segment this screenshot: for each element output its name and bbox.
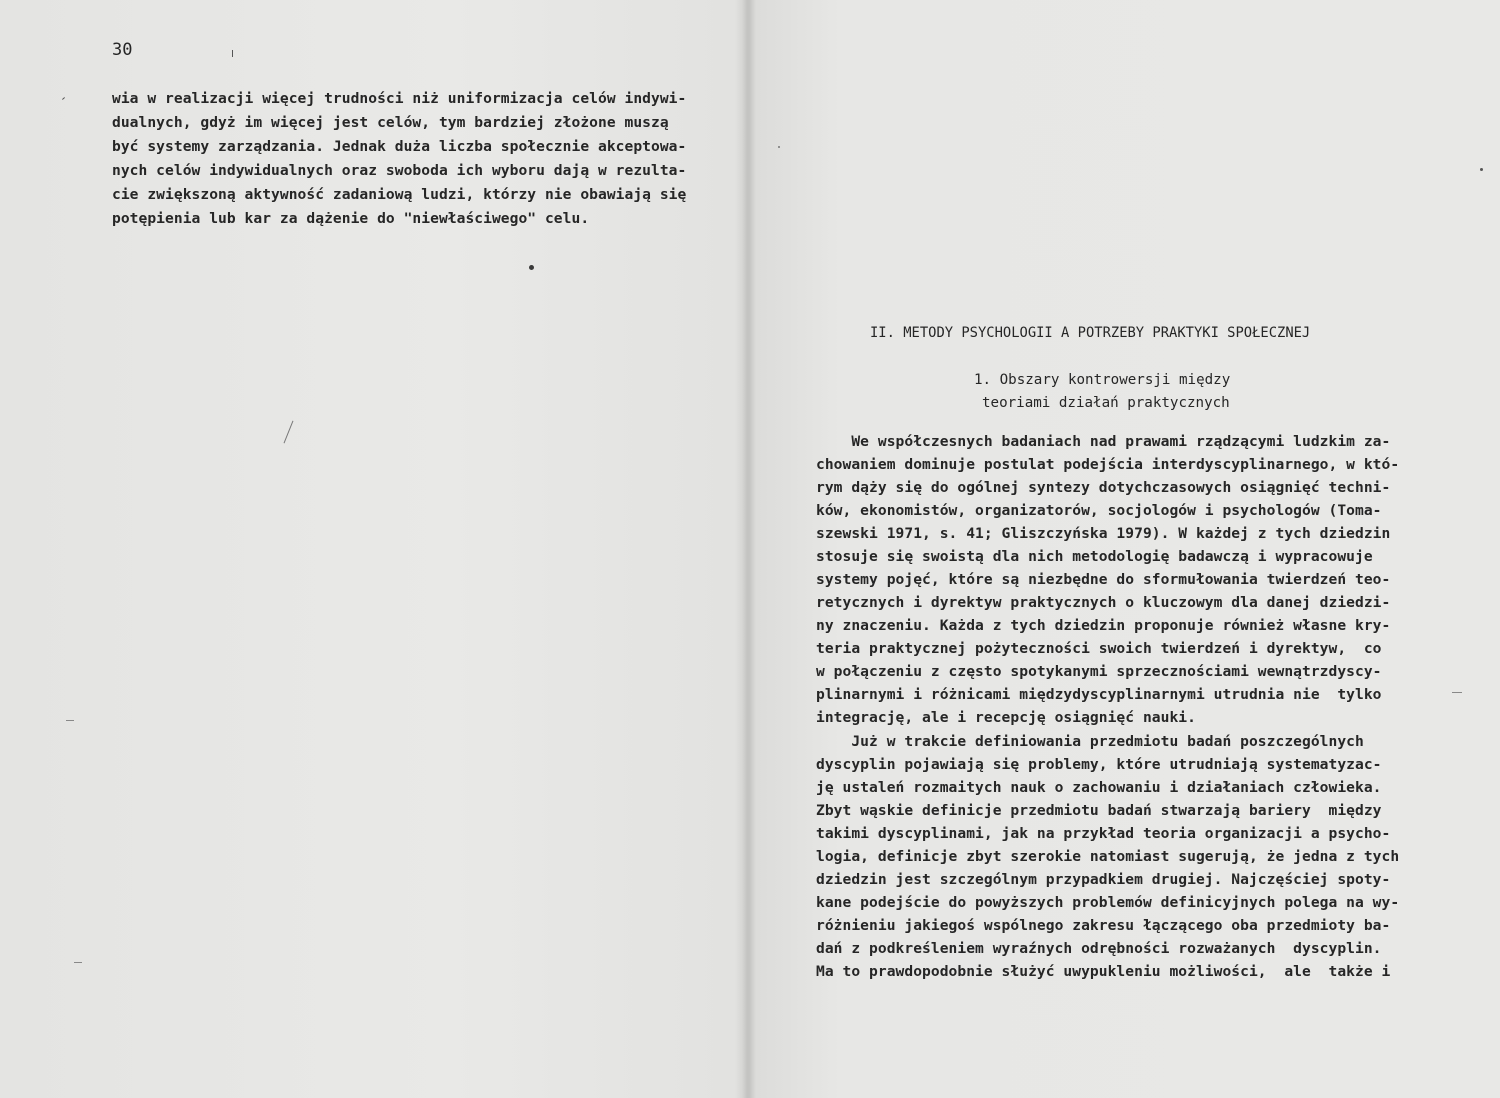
text-line: Zbyt wąskie definicje przedmiotu badań stwarzają bariery między	[816, 802, 1382, 819]
text-line: We współczesnych badaniach nad prawami rządzącymi ludzkim za-	[816, 433, 1391, 450]
right-page	[752, 0, 1500, 1098]
text-line: dań z podkreśleniem wyraźnych odrębności rozważanych dyscyplin.	[816, 940, 1382, 957]
section-heading-line: 1. Obszary kontrowersji między	[974, 372, 1231, 388]
text-line: szewski 1971, s. 41; Gliszczyńska 1979). W każdej z tych dziedzin	[816, 525, 1391, 542]
text-line: dziedzin jest szczególnym przypadkiem drugiej. Najczęściej spoty-	[816, 871, 1391, 888]
text-line: retycznych i dyrektyw praktycznych o kluczowym dla danej dziedzi-	[816, 594, 1391, 611]
text-line: być systemy zarządzania. Jednak duża liczba społecznie akceptowa-	[112, 138, 687, 155]
text-line: Ma to prawdopodobnie służyć uwypukleniu możliwości, ale także i	[816, 963, 1391, 980]
text-line: różnieniu jakiegoś wspólnego zakresu łączącego oba przedmioty ba-	[816, 917, 1391, 934]
text-line: systemy pojęć, które są niezbędne do sformułowania twierdzeń teo-	[816, 571, 1391, 588]
text-line: chowaniem dominuje postulat podejścia interdyscyplinarnego, w któ-	[816, 456, 1400, 473]
text-line: kane podejście do powyższych problemów definicyjnych polega na wy-	[816, 894, 1400, 911]
page-number: 30	[112, 40, 133, 60]
paper-speck	[232, 50, 233, 57]
text-line: integrację, ale i recepcję osiągnięć nauki.	[816, 709, 1196, 726]
text-line: wia w realizacji więcej trudności niż uniformizacja celów indywi-	[112, 90, 687, 107]
text-line: rym dąży się do ogólnej syntezy dotychczasowych osiągnięć techni-	[816, 479, 1391, 496]
paper-speck	[778, 146, 780, 148]
left-page	[0, 0, 748, 1098]
paper-speck	[284, 421, 294, 444]
text-line: teria praktycznej pożyteczności swoich twierdzeń i dyrektyw, co	[816, 640, 1382, 657]
text-line: ny znaczeniu. Każda z tych dziedzin proponuje również własne kry-	[816, 617, 1391, 634]
paper-speck	[66, 720, 74, 721]
text-line: cie zwiększoną aktywność zadaniową ludzi, którzy nie obawiają się	[112, 186, 687, 203]
text-line: dualnych, gdyż im więcej jest celów, tym bardziej złożone muszą	[112, 114, 669, 131]
chapter-title: II. METODY PSYCHOLOGII A POTRZEBY PRAKTYKI SPOŁECZNEJ	[870, 325, 1311, 341]
text-line: ków, ekonomistów, organizatorów, socjologów i psychologów (Toma-	[816, 502, 1382, 519]
text-line: nych celów indywidualnych oraz swoboda ich wyboru dają w rezulta-	[112, 162, 687, 179]
paper-speck	[1452, 692, 1462, 693]
text-line: logia, definicje zbyt szerokie natomiast sugerują, że jedna z tych	[816, 848, 1400, 865]
paper-speck	[1480, 168, 1483, 171]
text-line: w połączeniu z często spotykanymi sprzecznościami wewnątrzdyscy-	[816, 663, 1382, 680]
text-line: plinarnymi i różnicami międzydyscyplinarnymi utrudnia nie tylko	[816, 686, 1382, 703]
text-line: Już w trakcie definiowania przedmiotu badań poszczególnych	[816, 733, 1364, 750]
separator-dot	[529, 265, 534, 270]
text-line: potępienia lub kar za dążenie do "niewłaściwego" celu.	[112, 210, 590, 227]
paper-speck	[74, 962, 82, 963]
paper-speck	[62, 97, 65, 100]
text-line: ję ustaleń rozmaitych nauk o zachowaniu i działaniach człowieka.	[816, 779, 1382, 796]
text-line: stosuje się swoistą dla nich metodologię badawczą i wypracowuje	[816, 548, 1373, 565]
section-heading-line: teoriami działań praktycznych	[982, 395, 1230, 411]
text-line: dyscyplin pojawiają się problemy, które utrudniają systematyzac-	[816, 756, 1382, 773]
text-line: takimi dyscyplinami, jak na przykład teoria organizacji a psycho-	[816, 825, 1391, 842]
